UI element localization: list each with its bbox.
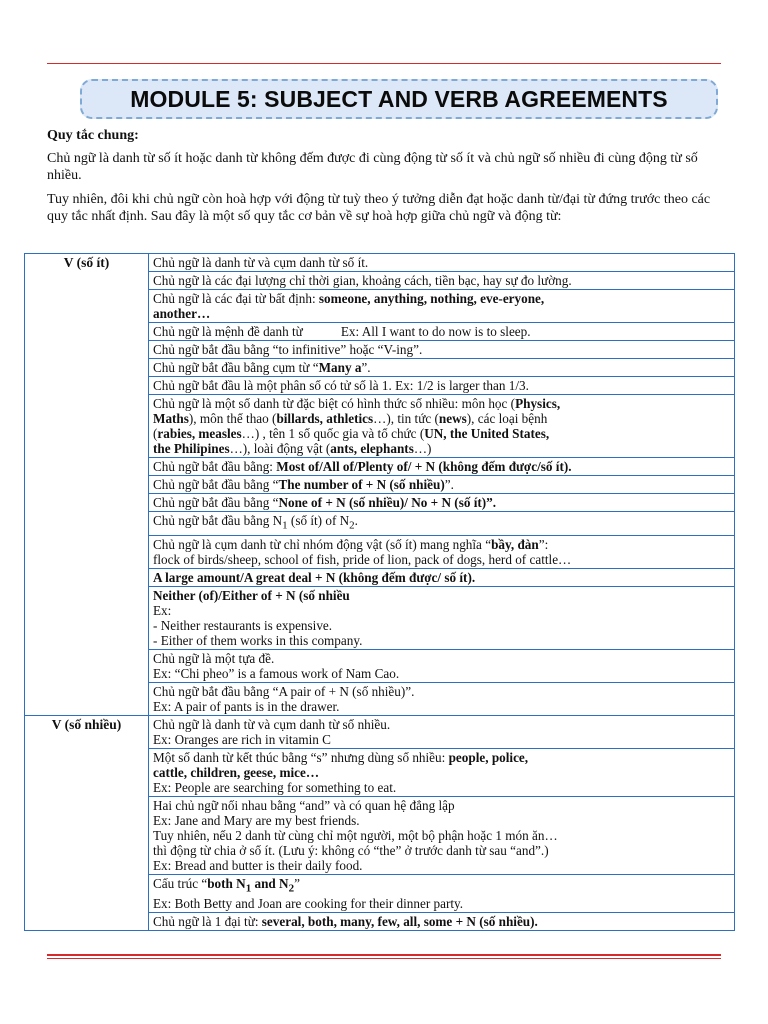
rule-example-bold: None of + N (số nhiều)/ No + N (số ít)”. <box>278 495 497 510</box>
rule-example: Ex: Bread and butter is their daily food. <box>153 857 363 873</box>
rule-text: Chủ ngữ là một tựa đề. <box>153 650 275 666</box>
subscript: 2 <box>288 882 295 895</box>
rule-text: Chủ ngữ bắt đầu bằng “ <box>153 477 279 492</box>
rule-text: A large amount/A great deal + N (không đếm được/ số ít). <box>153 569 476 585</box>
rule-text: ”. <box>361 360 371 375</box>
rule-cell <box>149 913 735 931</box>
rule-cell <box>149 395 735 458</box>
page-title: MODULE 5: SUBJECT AND VERB AGREEMENTS <box>130 85 668 112</box>
rule-text: Một số danh từ kết thúc bằng “s” nhưng dùng số nhiều: <box>153 749 449 765</box>
rule-example-bold: Physics, <box>515 396 561 411</box>
rule-text: ”: <box>538 536 549 552</box>
rule-text: ” <box>294 875 300 891</box>
rule-text: Cấu trúc “ <box>153 875 208 891</box>
rule-example-bold: UN, the United States, <box>424 426 550 441</box>
intro-label: Quy tắc chung: <box>47 128 139 143</box>
rules-table <box>24 253 735 931</box>
intro-paragraph-1: Chủ ngữ là danh từ số ít hoặc danh từ không đếm được đi cùng động từ số ít và chủ ngữ số nhiều đi cùng động từ số nhiều. <box>47 151 698 183</box>
title-banner <box>80 79 718 119</box>
plural-category: V (số nhiều) <box>25 715 149 931</box>
table-row <box>25 254 735 272</box>
rule-example-bold: Maths <box>153 411 189 426</box>
rule-example: Ex: <box>153 602 172 618</box>
rule-text: ), môn thể thao ( <box>188 411 277 426</box>
rule-text: . <box>354 513 358 528</box>
rule-text: Chủ ngữ là các đại lượng chỉ thời gian, khoảng cách, tiền bạc, hay sự đo lường. <box>153 273 572 288</box>
subscript: 1 <box>245 882 252 895</box>
rule-example-bold: both N <box>207 875 246 891</box>
rule-example-bold: Many a <box>318 360 362 375</box>
rule-cell <box>149 290 735 323</box>
rule-cell <box>149 874 735 913</box>
rule-example: Ex: A pair of pants is in the drawer. <box>153 698 340 714</box>
rule-text: Chủ ngữ là một số danh từ đặc biệt có hình thức số nhiều: môn học ( <box>153 396 516 411</box>
rule-text: Chủ ngữ là danh từ và cụm danh từ số nhiều. <box>153 716 391 732</box>
bottom-divider <box>47 954 721 956</box>
rule-example-bold: rabies, measles <box>157 426 242 441</box>
subscript: 2 <box>349 519 355 532</box>
top-divider <box>47 63 721 64</box>
rule-cell <box>149 323 735 341</box>
rule-example-bold: the Philipines <box>153 441 230 456</box>
rule-example-bold: billards, athletics <box>276 411 374 426</box>
rule-example-bold: someone, anything, nothing, eve-eryone, <box>318 291 545 306</box>
rule-text: Chủ ngữ là các đại từ bất định: <box>153 291 319 306</box>
rule-example: Ex: “Chi pheo” is a famous work of Nam Cao. <box>153 665 400 681</box>
rule-text: Chủ ngữ bắt đầu là một phân số có tử số là 1. Ex: 1/2 is larger than 1/3. <box>153 378 529 393</box>
rule-cell <box>149 586 735 649</box>
rule-text: thì động từ chia ở số ít. (Lưu ý: không có “the” ở trước danh từ sau “and”.) <box>153 842 549 858</box>
rule-text: Chủ ngữ bắt đầu bằng cụm từ “ <box>153 360 319 375</box>
rule-text: (số ít) of N <box>287 513 350 528</box>
rule-text: Tuy nhiên, nếu 2 danh từ cùng chỉ một người, một bộ phận hoặc 1 món ăn… <box>153 827 558 843</box>
rule-text: Chủ ngữ là cụm danh từ chỉ nhóm động vật (số ít) mang nghĩa “ <box>153 536 492 552</box>
rule-text: Chủ ngữ bắt đầu bằng “A pair of + N (số nhiều)”. <box>153 683 415 699</box>
rule-text: Neither (of)/Either of + N (số nhiều <box>153 587 350 603</box>
rule-cell <box>149 458 735 476</box>
rule-example: Ex: Both Betty and Joan are cooking for their dinner party. <box>153 896 464 912</box>
rule-text: Chủ ngữ là 1 đại từ: <box>153 914 262 930</box>
rule-text: ), các loại bệnh <box>466 411 548 426</box>
rule-example-bold: Most of/All of/Plenty of/ + N (không đếm được/số ít). <box>276 459 572 474</box>
rule-text: Chủ ngữ bắt đầu bằng: <box>153 459 277 474</box>
rule-example-bold: The number of + N (số nhiều) <box>278 477 445 492</box>
subscript: 1 <box>282 519 288 532</box>
rule-cell <box>149 494 735 512</box>
rule-text: Hai chủ ngữ nối nhau bằng “and” và có quan hệ đẳng lập <box>153 797 455 813</box>
intro-paragraph-2: Tuy nhiên, đôi khi chủ ngữ còn hoà hợp với động từ tuỳ theo ý tưởng diễn đạt hoặc danh từ/đại từ đứng trước theo các quy tắc nhất định. Sau đây là một số quy tắc cơ bản về sự hoà hợp giữa chủ ngữ và động từ: <box>47 192 711 224</box>
rule-example: Ex: Oranges are rich in vitamin C <box>153 731 331 747</box>
rule-example-bold: cattle, children, geese, mice… <box>153 764 320 780</box>
rule-cell <box>149 649 735 682</box>
rule-cell <box>149 568 735 586</box>
rule-example: - Neither restaurants is expensive. <box>153 617 333 633</box>
rule-cell <box>149 535 735 568</box>
rule-cell <box>149 254 735 272</box>
rule-cell <box>149 341 735 359</box>
rule-cell <box>149 359 735 377</box>
rule-example: Ex: People are searching for something to eat. <box>153 779 397 795</box>
rule-text: Chủ ngữ bắt đầu bằng “to infinitive” hoặc “V-ing”. <box>153 342 423 357</box>
rule-text: Chủ ngữ là danh từ và cụm danh từ số ít. <box>153 255 369 270</box>
rule-example-bold: another… <box>153 306 211 321</box>
rule-text: Chủ ngữ bắt đầu bằng N <box>153 513 283 528</box>
rule-text: …), tin tức ( <box>373 411 439 426</box>
rule-example-bold: bầy, đàn <box>491 536 539 552</box>
rule-text: …), loài động vật ( <box>229 441 331 456</box>
rule-example-bold: ants, elephants <box>330 441 414 456</box>
rule-cell <box>149 796 735 874</box>
rule-example-bold: and N <box>251 875 289 891</box>
rule-cell <box>149 476 735 494</box>
rule-cell <box>149 272 735 290</box>
table-row <box>25 715 735 748</box>
rule-text: …) , tên 1 số quốc gia và tổ chức ( <box>241 426 425 441</box>
rule-cell <box>149 512 735 536</box>
rule-example-bold: several, both, many, few, all, some + N (số nhiều). <box>261 914 538 930</box>
rule-example: - Either of them works in this company. <box>153 632 363 648</box>
singular-category: V (số ít) <box>25 254 149 716</box>
rule-text: Chủ ngữ là mệnh đề danh từ <box>153 324 303 339</box>
rule-example-bold: news <box>438 411 467 426</box>
rule-cell <box>149 682 735 715</box>
rule-example: Ex: Jane and Mary are my best friends. <box>153 812 360 828</box>
rule-text: ( <box>153 426 158 441</box>
rule-text: …) <box>413 441 432 456</box>
bottom-divider-thin <box>47 958 721 959</box>
rule-example: Ex: All I want to do now is to sleep. <box>340 324 531 339</box>
rule-example-bold: people, police, <box>448 749 529 765</box>
intro-section <box>47 127 727 232</box>
rule-cell <box>149 748 735 796</box>
rule-cell <box>149 715 735 748</box>
rule-example: flock of birds/sheep, school of fish, pride of lion, pack of dogs, herd of cattle… <box>153 551 572 567</box>
rule-text: ”. <box>444 477 454 492</box>
rule-text: Chủ ngữ bắt đầu bằng “ <box>153 495 279 510</box>
rule-cell <box>149 377 735 395</box>
